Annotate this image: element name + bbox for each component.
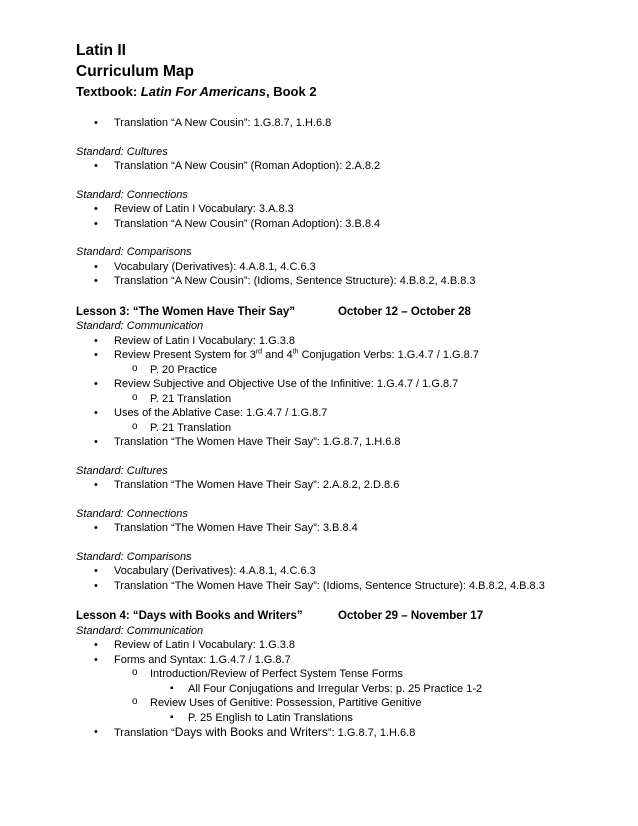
page-title: Latin II — [76, 42, 126, 59]
sub-list-item: o Review Uses of Genitive: Possession, Partitive Genitive — [76, 696, 638, 711]
lesson-title: Lesson 4: “Days with Books and Writers” — [76, 610, 303, 622]
lesson-title: Lesson 3: “The Women Have Their Say” — [76, 305, 295, 318]
standard-label: Standard: Connections — [76, 188, 188, 201]
comparisons-list — [76, 564, 638, 593]
standard-label: Standard: Cultures — [76, 464, 168, 477]
list-item: • Review Subjective and Objective Use of the Infinitive: 1.G.4.7 / 1.G.8.7 — [76, 377, 638, 392]
list-item: • Translation “The Women Have Their Say”: (Idioms, Sentence Structure): 4.B.8.2, 4.B.8.3 — [76, 579, 638, 594]
textbook-suffix: , Book 2 — [265, 84, 317, 99]
sub-list-item: o P. 21 Translation — [76, 421, 638, 436]
page-subtitle: Curriculum Map — [76, 63, 194, 80]
list-item: • Translation “A New Cousin”: 1.G.8.7, 1.H.6.8 — [76, 116, 638, 131]
communication-list — [76, 638, 638, 741]
list-item: • Forms and Syntax: 1.G.4.7 / 1.G.8.7 — [76, 653, 638, 668]
lesson-header — [76, 305, 638, 320]
standard-label: Standard: Connections — [76, 507, 188, 520]
list-item: • Translation “A New Cousin” (Roman Adoption): 3.B.8.4 — [76, 217, 638, 232]
textbook-label: Textbook: — [76, 84, 141, 99]
connections-list — [76, 202, 638, 231]
list-item: • Translation “The Women Have Their Say”: 1.G.8.7, 1.H.6.8 — [76, 435, 638, 450]
lesson-dates: October 12 – October 28 — [338, 305, 471, 318]
standard-label: Standard: Communication — [76, 320, 204, 332]
list-item: • Uses of the Ablative Case: 1.G.4.7 / 1.G.8.7 — [76, 406, 638, 421]
connections-list — [76, 521, 638, 536]
list-item: • Review of Latin I Vocabulary: 3.A.8.3 — [76, 202, 638, 217]
cultures-list — [76, 159, 638, 174]
list-item: • Review of Latin I Vocabulary: 1.G.3.8 — [76, 334, 638, 349]
sub-list-item: o Introduction/Review of Perfect System Tense Forms — [76, 667, 638, 682]
standard-label: Standard: Communication — [76, 624, 204, 637]
lesson-dates: October 29 – November 17 — [338, 610, 484, 622]
sub-sub-list-item: ▪ All Four Conjugations and Irregular Verbs: p. 25 Practice 1-2 — [76, 682, 638, 697]
list-item: • Translation “A New Cousin”: (Idioms, Sentence Structure): 4.B.8.2, 4.B.8.3 — [76, 274, 638, 289]
standard-label: Standard: Cultures — [76, 145, 168, 158]
standard-label: Standard: Comparisons — [76, 246, 192, 258]
list-item: • Translation “Days with Books and Writers”: 1.G.8.7, 1.H.6.8 — [76, 725, 638, 741]
standard-label: Standard: Comparisons — [76, 550, 192, 563]
comparisons-list — [76, 260, 638, 289]
list-item: • Vocabulary (Derivatives): 4.A.8.1, 4.C.6.3 — [76, 260, 638, 275]
lesson-header — [76, 609, 638, 624]
list-item: • Review of Latin I Vocabulary: 1.G.3.8 — [76, 638, 638, 653]
textbook-name: Latin For Americans — [140, 84, 266, 99]
communication-list — [76, 334, 638, 450]
intro-list — [76, 116, 638, 131]
cultures-list — [76, 478, 638, 493]
sub-sub-list-item: ▪ P. 25 English to Latin Translations — [76, 711, 638, 726]
list-item: • Review Present System for 3rd and 4th Conjugation Verbs: 1.G.4.7 / 1.G.8.7 — [76, 348, 638, 363]
textbook-line — [76, 82, 638, 102]
list-item: • Translation “The Women Have Their Say”: 2.A.8.2, 2.D.8.6 — [76, 478, 638, 493]
list-item: • Vocabulary (Derivatives): 4.A.8.1, 4.C.6.3 — [76, 564, 638, 579]
sub-list-item: o P. 21 Translation — [76, 392, 638, 407]
list-item: • Translation “A New Cousin” (Roman Adoption): 2.A.8.2 — [76, 159, 638, 174]
list-item: • Translation “The Women Have Their Say”: 3.B.8.4 — [76, 521, 638, 536]
sub-list-item: o P. 20 Practice — [76, 363, 638, 378]
